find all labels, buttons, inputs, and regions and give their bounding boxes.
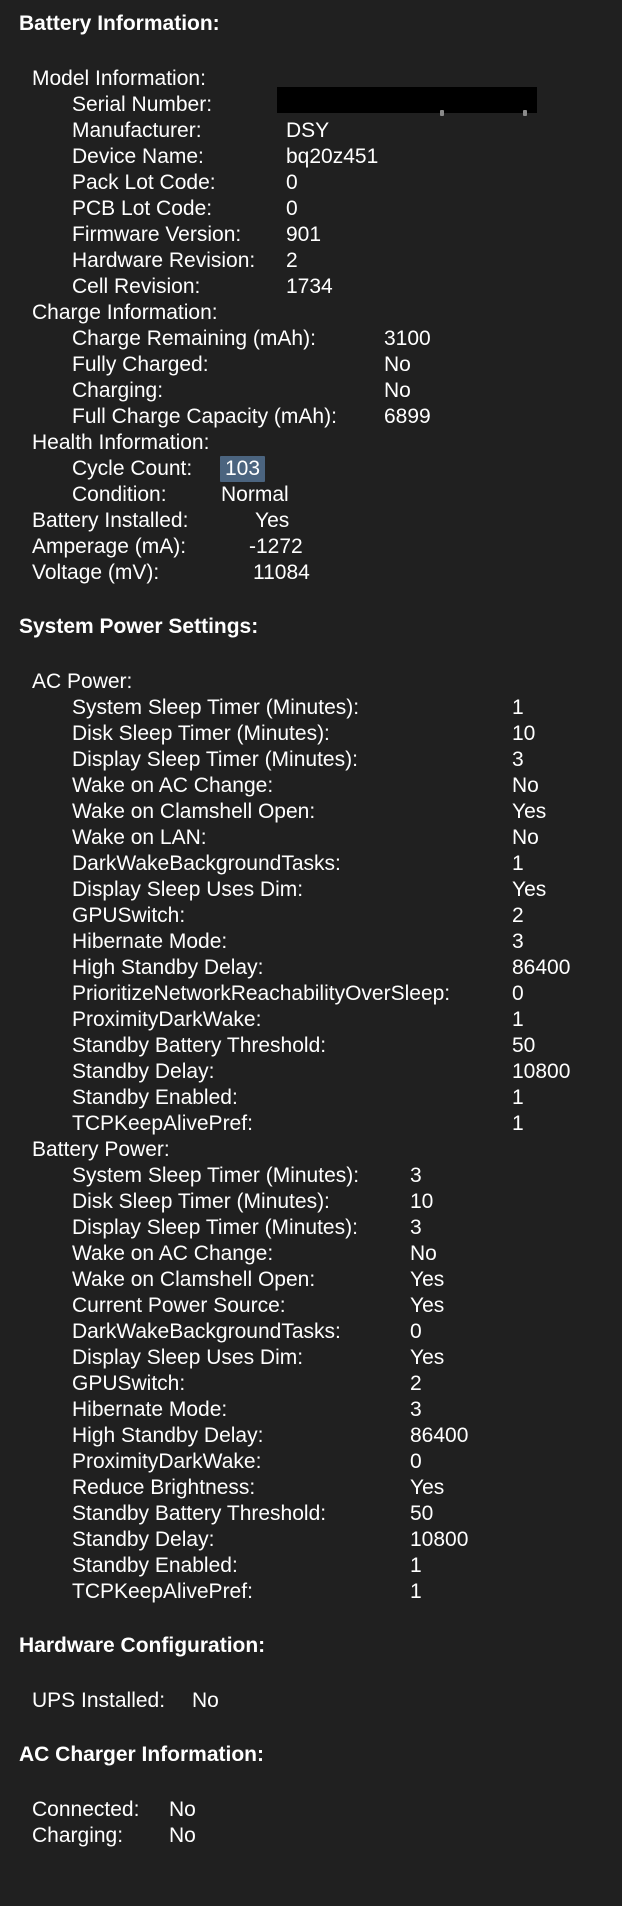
row-label: Hibernate Mode: (72, 930, 228, 953)
row-label: DarkWakeBackgroundTasks: (72, 852, 341, 875)
report-row-cycle-count (0, 456, 622, 482)
row-value: Yes (410, 1268, 445, 1291)
row-value: 2 (512, 904, 524, 927)
row-value: 3 (410, 1216, 422, 1239)
row-value: 3 (512, 930, 524, 953)
report-row-proximitydarkwake (0, 1007, 622, 1033)
row-value: No (512, 826, 539, 849)
row-label: Standby Delay: (72, 1060, 215, 1083)
report-row-condition (0, 482, 622, 508)
row-label: Charge Remaining (mAh): (72, 327, 316, 350)
row-value: 0 (286, 171, 298, 194)
row-label: Wake on Clamshell Open: (72, 1268, 316, 1291)
row-value: No (169, 1824, 196, 1847)
row-label: Voltage (mV): (32, 561, 160, 584)
row-label: Serial Number: (72, 93, 213, 116)
report-row-wake-on-clamshell-open (0, 799, 622, 825)
section-title: Hardware Configuration: (19, 1634, 266, 1657)
row-label: Reduce Brightness: (72, 1476, 256, 1499)
report-row-voltage-mv (0, 560, 622, 586)
row-value: No (384, 353, 411, 376)
report-row-charge-remaining-mah (0, 326, 622, 352)
row-label: Model Information: (32, 67, 206, 90)
report-row-high-standby-delay (0, 1423, 622, 1449)
row-value: Yes (410, 1346, 445, 1369)
row-label: Standby Delay: (72, 1528, 215, 1551)
report-row-amperage-ma (0, 534, 622, 560)
row-label: Hardware Revision: (72, 249, 256, 272)
row-label: Battery Power: (32, 1138, 170, 1161)
report-row-darkwakebackgroundtasks (0, 851, 622, 877)
row-value: No (410, 1242, 437, 1265)
report-row-system-sleep-timer-minutes (0, 1163, 622, 1189)
row-value: Yes (512, 800, 547, 823)
row-value: 10 (410, 1190, 434, 1213)
report-row-display-sleep-uses-dim (0, 1345, 622, 1371)
report-row-gpuswitch (0, 1371, 622, 1397)
report-row-device-name (0, 144, 622, 170)
section-title: Battery Information: (19, 12, 220, 35)
row-value: Yes (512, 878, 547, 901)
row-value: 10800 (512, 1060, 571, 1083)
row-value: -1272 (249, 535, 303, 558)
row-label: ProximityDarkWake: (72, 1450, 262, 1473)
row-label: Wake on AC Change: (72, 774, 274, 797)
row-label: Cycle Count: (72, 457, 193, 480)
row-value: 10800 (410, 1528, 469, 1551)
row-value: 2 (410, 1372, 422, 1395)
row-value: 10 (512, 722, 536, 745)
report-row-display-sleep-uses-dim (0, 877, 622, 903)
row-value: 2 (286, 249, 298, 272)
row-value: 1 (512, 696, 524, 719)
row-label: Firmware Version: (72, 223, 242, 246)
row-label: Standby Enabled: (72, 1554, 238, 1577)
row-label: ProximityDarkWake: (72, 1008, 262, 1031)
row-value: Yes (410, 1294, 445, 1317)
report-row-proximitydarkwake (0, 1449, 622, 1475)
row-label: Cell Revision: (72, 275, 201, 298)
row-value: 1734 (286, 275, 333, 298)
report-row-tcpkeepalivepref (0, 1579, 622, 1605)
report-row-ups-installed (0, 1688, 622, 1714)
report-row-standby-enabled (0, 1553, 622, 1579)
row-value: 1 (512, 1112, 524, 1135)
row-value: No (169, 1798, 196, 1821)
report-row-display-sleep-timer-minutes (0, 747, 622, 773)
report-row-battery-installed (0, 508, 622, 534)
report-row-gpuswitch (0, 903, 622, 929)
row-label: Connected: (32, 1798, 140, 1821)
report-row-pack-lot-code (0, 170, 622, 196)
report-row-prioritizenetworkreachabilityoversleep (0, 981, 622, 1007)
report-row-fully-charged (0, 352, 622, 378)
row-value: 3 (410, 1164, 422, 1187)
report-row-connected (0, 1797, 622, 1823)
report-row-pcb-lot-code (0, 196, 622, 222)
report-row-wake-on-ac-change (0, 773, 622, 799)
row-label: AC Power: (32, 670, 133, 693)
report-row-darkwakebackgroundtasks (0, 1319, 622, 1345)
row-label: PCB Lot Code: (72, 197, 213, 220)
row-label: Health Information: (32, 431, 210, 454)
row-value: Yes (410, 1476, 445, 1499)
row-label: Amperage (mA): (32, 535, 187, 558)
report-row-serial-number (0, 92, 622, 118)
row-value: 6899 (384, 405, 431, 428)
row-label: Condition: (72, 483, 167, 506)
report-row-reduce-brightness (0, 1475, 622, 1501)
row-value: 0 (410, 1450, 422, 1473)
report-row-cell-revision (0, 274, 622, 300)
row-label: GPUSwitch: (72, 1372, 186, 1395)
section-battery-information (0, 11, 622, 586)
row-value: Normal (221, 483, 289, 506)
row-label: Disk Sleep Timer (Minutes): (72, 1190, 330, 1213)
row-label: System Sleep Timer (Minutes): (72, 1164, 360, 1187)
row-label: TCPKeepAlivePref: (72, 1580, 253, 1603)
row-value: 1 (410, 1580, 422, 1603)
report-row-hardware-revision (0, 248, 622, 274)
row-label: Fully Charged: (72, 353, 209, 376)
row-value: 3 (512, 748, 524, 771)
selected-row-value[interactable]: 103 (220, 456, 265, 482)
group-header-health-information (0, 430, 622, 456)
row-label: Current Power Source: (72, 1294, 286, 1317)
row-label: Standby Battery Threshold: (72, 1502, 327, 1525)
report-row-disk-sleep-timer-minutes (0, 721, 622, 747)
report-row-standby-battery-threshold (0, 1033, 622, 1059)
report-row-wake-on-clamshell-open (0, 1267, 622, 1293)
row-label: Charge Information: (32, 301, 218, 324)
row-value: 3 (410, 1398, 422, 1421)
report-row-hibernate-mode (0, 929, 622, 955)
report-row-hibernate-mode (0, 1397, 622, 1423)
row-label: System Sleep Timer (Minutes): (72, 696, 360, 719)
section-title: System Power Settings: (19, 615, 259, 638)
report-row-current-power-source (0, 1293, 622, 1319)
report-row-disk-sleep-timer-minutes (0, 1189, 622, 1215)
row-value: 50 (410, 1502, 434, 1525)
group-header-charge-information (0, 300, 622, 326)
row-label: Manufacturer: (72, 119, 202, 142)
row-label: Display Sleep Uses Dim: (72, 878, 304, 901)
row-label: Display Sleep Timer (Minutes): (72, 748, 358, 771)
row-label: Full Charge Capacity (mAh): (72, 405, 337, 428)
section-system-power-settings (0, 614, 622, 1605)
report-row-standby-delay (0, 1527, 622, 1553)
row-value: DSY (286, 119, 330, 142)
row-value: 0 (286, 197, 298, 220)
row-label: UPS Installed: (32, 1689, 166, 1712)
report-row-standby-delay (0, 1059, 622, 1085)
row-label: High Standby Delay: (72, 1424, 264, 1447)
row-value: 0 (410, 1320, 422, 1343)
row-value: 86400 (410, 1424, 469, 1447)
row-label: Standby Battery Threshold: (72, 1034, 327, 1057)
row-value: 1 (512, 1086, 524, 1109)
row-label: Charging: (72, 379, 164, 402)
row-label: PrioritizeNetworkReachabilityOverSleep: (72, 982, 451, 1005)
report-row-wake-on-ac-change (0, 1241, 622, 1267)
row-label: GPUSwitch: (72, 904, 186, 927)
row-label: Pack Lot Code: (72, 171, 216, 194)
row-value: Yes (255, 509, 290, 532)
section-hardware-configuration (0, 1633, 622, 1714)
row-label: TCPKeepAlivePref: (72, 1112, 253, 1135)
row-label: Disk Sleep Timer (Minutes): (72, 722, 330, 745)
row-value: bq20z451 (286, 145, 379, 168)
row-label: Hibernate Mode: (72, 1398, 228, 1421)
row-value: 11084 (253, 561, 310, 584)
report-row-charging (0, 378, 622, 404)
report-row-display-sleep-timer-minutes (0, 1215, 622, 1241)
row-label: Device Name: (72, 145, 204, 168)
report-row-high-standby-delay (0, 955, 622, 981)
report-row-standby-battery-threshold (0, 1501, 622, 1527)
report-row-manufacturer (0, 118, 622, 144)
report-row-charging (0, 1823, 622, 1849)
section-ac-charger-information (0, 1742, 622, 1849)
row-value: 3100 (384, 327, 431, 350)
row-label: Wake on LAN: (72, 826, 207, 849)
row-value: 1 (512, 1008, 524, 1031)
row-value: 50 (512, 1034, 536, 1057)
row-label: Charging: (32, 1824, 124, 1847)
redacted-serial-number-value (277, 87, 537, 113)
row-label: Wake on AC Change: (72, 1242, 274, 1265)
report-row-full-charge-capacity-mah (0, 404, 622, 430)
group-header-ac-power (0, 669, 622, 695)
row-label: Display Sleep Timer (Minutes): (72, 1216, 358, 1239)
row-label: Standby Enabled: (72, 1086, 238, 1109)
report-row-firmware-version (0, 222, 622, 248)
row-value: No (384, 379, 411, 402)
report-row-wake-on-lan (0, 825, 622, 851)
row-value: No (512, 774, 539, 797)
row-value: 1 (410, 1554, 422, 1577)
row-value: No (192, 1689, 219, 1712)
row-value: 901 (286, 223, 322, 246)
report-row-tcpkeepalivepref (0, 1111, 622, 1137)
group-header-battery-power (0, 1137, 622, 1163)
row-value: 1 (512, 852, 524, 875)
row-label: Wake on Clamshell Open: (72, 800, 316, 823)
row-label: High Standby Delay: (72, 956, 264, 979)
row-value: 0 (512, 982, 524, 1005)
report-row-standby-enabled (0, 1085, 622, 1111)
row-label: DarkWakeBackgroundTasks: (72, 1320, 341, 1343)
row-label: Battery Installed: (32, 509, 189, 532)
row-value: 86400 (512, 956, 571, 979)
report-row-system-sleep-timer-minutes (0, 695, 622, 721)
row-label: Display Sleep Uses Dim: (72, 1346, 304, 1369)
section-title: AC Charger Information: (19, 1743, 265, 1766)
